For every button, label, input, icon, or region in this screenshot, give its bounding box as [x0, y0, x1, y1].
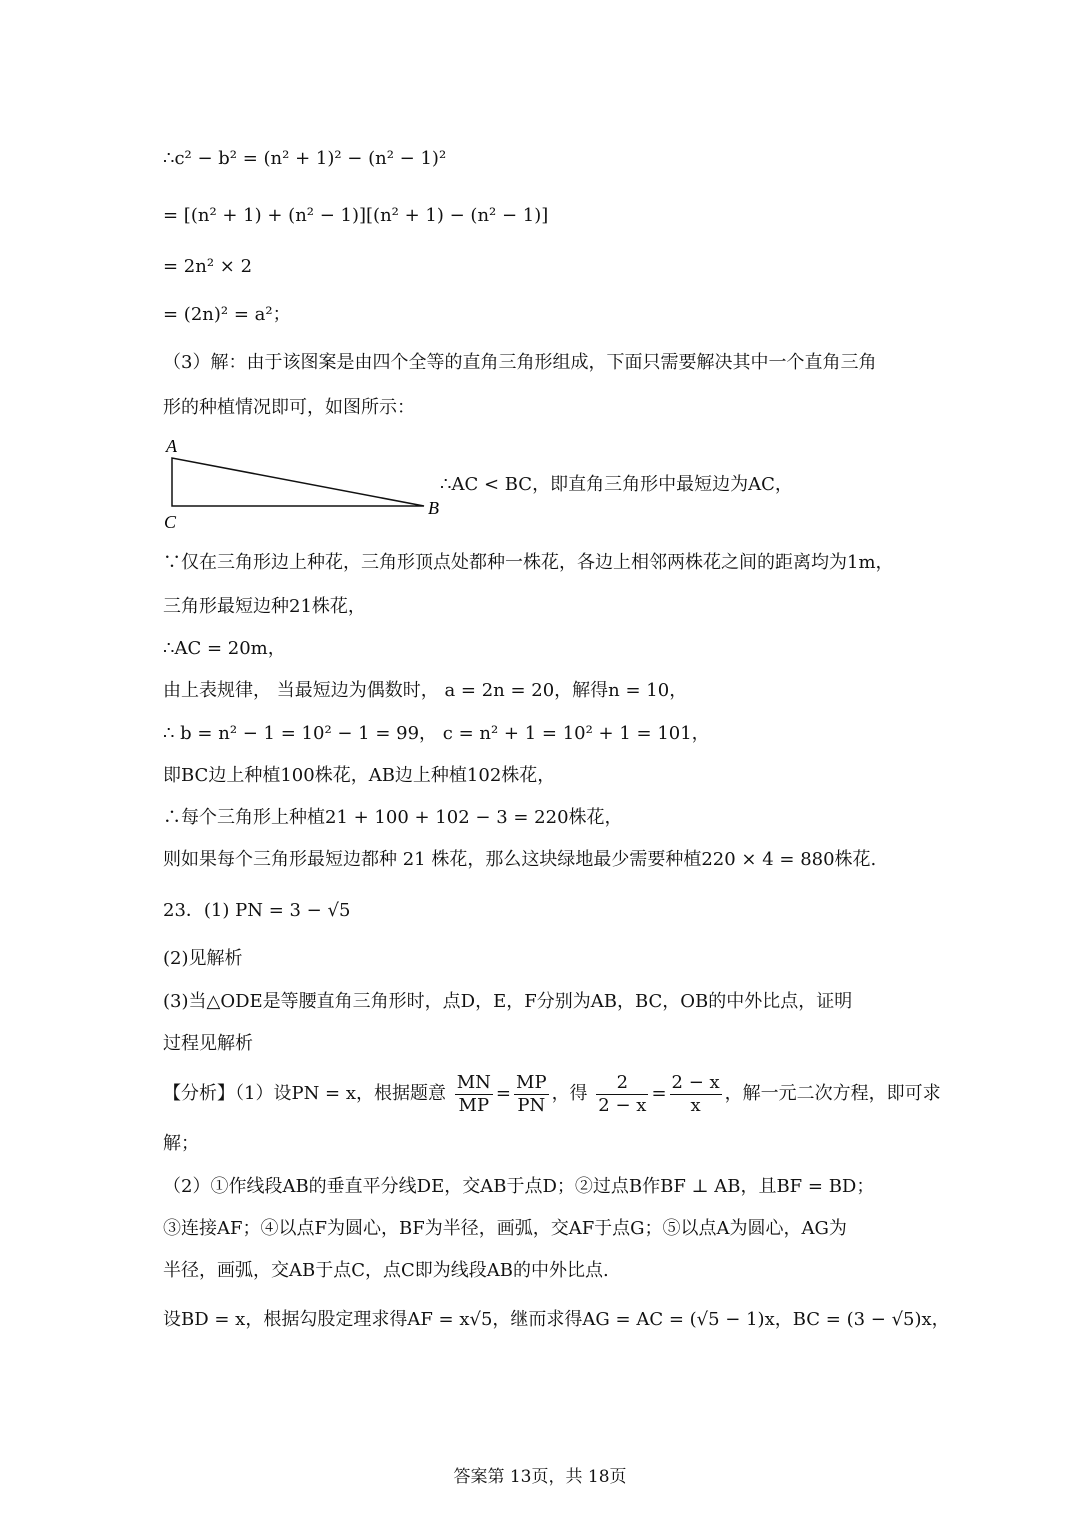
- fraction-denominator: MP: [458, 1094, 490, 1116]
- math-line-2: = [(n² + 1) + (n² − 1)][(n² + 1) − (n² − 1)]: [163, 205, 549, 226]
- fraction-mp-pn: [514, 1072, 549, 1117]
- text-line-6: 形的种植情况即可，如图所示：: [163, 397, 415, 418]
- triangle-shape: [172, 458, 424, 506]
- text-line-7: ∴AC < BC，即直角三角形中最短边为AC，: [440, 474, 793, 495]
- text-line-14: ∴每个三角形上种植21 + 100 + 102 − 3 = 220株花，: [163, 807, 623, 828]
- fraction-denominator: PN: [517, 1094, 546, 1116]
- fraction-mn-mp: [455, 1072, 493, 1117]
- fraction-numerator: MP: [516, 1071, 547, 1093]
- label-c: C: [164, 512, 177, 532]
- label-b: B: [428, 498, 439, 518]
- construction-line-1: （2）①作线段AB的垂直平分线DE，交AB于点D；②过点B作BF ⊥ AB，且BF = BD；: [163, 1176, 875, 1197]
- analysis-get: ，得: [551, 1083, 588, 1104]
- math-line-4: = (2n)² = a²；: [163, 304, 291, 325]
- text-line-15: 则如果每个三角形最短边都种 21 株花，那么这块绿地最少需要种植220 × 4 = 880株花.: [163, 849, 877, 870]
- fraction-denominator: x: [690, 1094, 701, 1116]
- fraction-denominator: 2 − x: [598, 1094, 647, 1116]
- fraction-numerator: MN: [456, 1071, 491, 1093]
- fraction-numerator: 2: [596, 1072, 648, 1095]
- math-line-3: = 2n² × 2: [163, 256, 253, 277]
- fraction-2mx-over-x: [670, 1072, 722, 1117]
- fraction-numerator: 2 − x: [671, 1071, 720, 1093]
- label-a: A: [166, 436, 177, 456]
- text-line-9: 三角形最短边种21株花，: [163, 596, 366, 617]
- analysis-line: 【分析】（1）设PN = x，根据题意 $\frac{MN}{MP}$ = $\frac{MP}{PN}$ ，得 $\frac{2}{2 - x}$ = $\frac{2 - x}{x}$ ，解一元二次方程，即可求: [163, 1071, 941, 1116]
- construction-line-4: 设BD = x，根据勾股定理求得AF = x√5，继而求得AG = AC = (√5 − 1)x，BC = (3 − √5)x，: [163, 1309, 950, 1330]
- math-line-1: ∴c² − b² = (n² + 1)² − (n² − 1)²: [163, 148, 447, 169]
- construction-line-3: 半径，画弧，交AB于点C，点C即为线段AB的中外比点.: [163, 1260, 609, 1281]
- construction-line-2: ③连接AF；④以点F为圆心，BF为半径，画弧，交AF于点G；⑤以点A为圆心，AG为: [163, 1218, 847, 1239]
- text-line-11: 由上表规律， 当最短边为偶数时， a = 2n = 20，解得n = 10，: [163, 680, 688, 701]
- analysis-intro: 【分析】（1）设PN = x，根据题意: [163, 1083, 446, 1104]
- page-footer: 答案第 13页，共 18页: [453, 1467, 627, 1487]
- text-line-8: ∵仅在三角形边上种花，三角形顶点处都种一株花，各边上相邻两株花之间的距离均为1m，: [163, 552, 894, 573]
- right-triangle-figure: [160, 436, 450, 536]
- text-line-12: ∴ b = n² − 1 = 10² − 1 = 99， c = n² + 1 = 10² + 1 = 101，: [163, 723, 710, 744]
- text-line-13: 即BC边上种植100株花，AB边上种植102株花，: [163, 765, 556, 786]
- answer-23-2: (2)见解析: [163, 948, 243, 969]
- fraction-2-over-2mx: [596, 1072, 648, 1117]
- answer-23-3: (3)当△ODE是等腰直角三角形时，点D，E，F分别为AB，BC，OB的中外比点，证明: [163, 991, 853, 1012]
- analysis-line-2: 解；: [163, 1133, 199, 1154]
- text-line-10: ∴AC = 20m，: [163, 638, 286, 659]
- text-line-5: （3）解：由于该图案是由四个全等的直角三角形组成，下面只需要解决其中一个直角三角: [163, 352, 877, 373]
- analysis-rest: ，解一元二次方程，即可求: [724, 1083, 941, 1104]
- answer-23-3-cont: 过程见解析: [163, 1033, 253, 1054]
- answer-23-1: 23．(1) PN = 3 − √5: [163, 900, 351, 921]
